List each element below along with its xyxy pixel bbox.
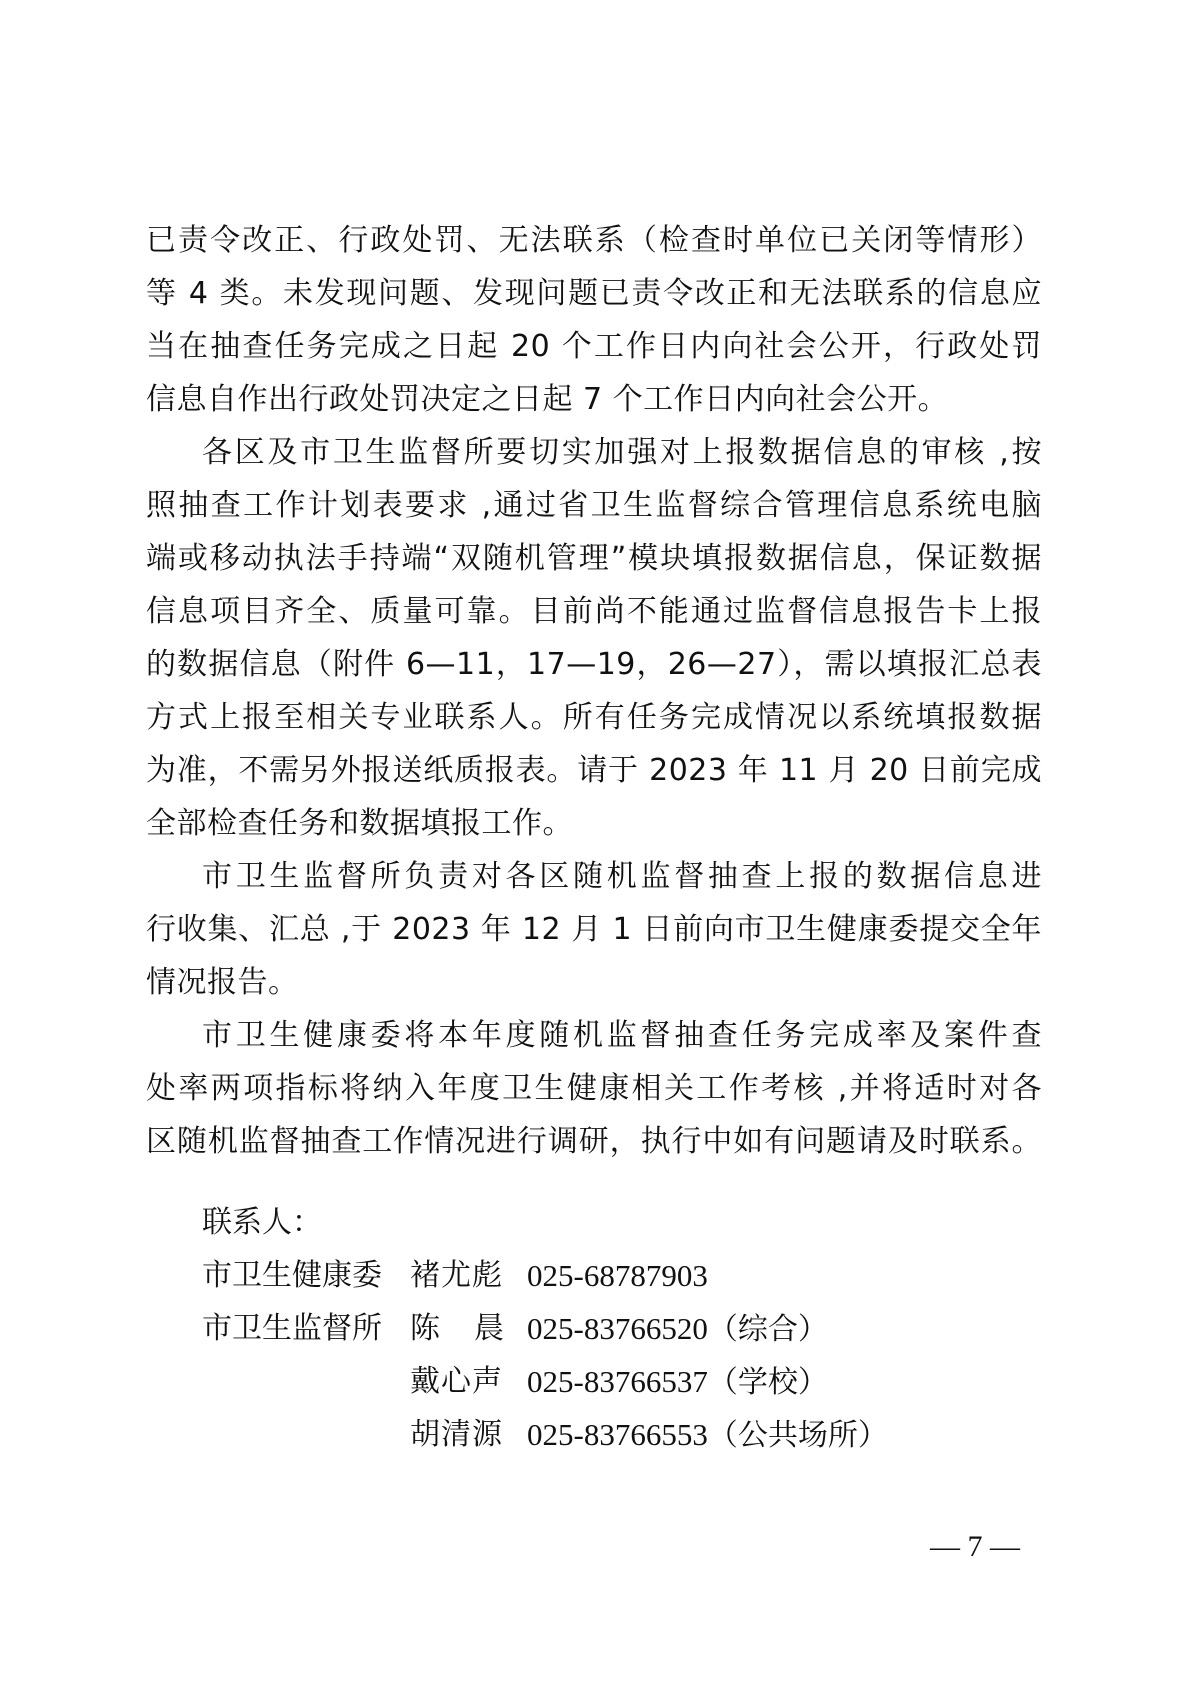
contact-phone: [527, 1302, 828, 1356]
text-line: 市卫生健康委将本年度随机监督抽查任务完成率及案件查: [202, 1018, 1042, 1053]
phone-number: 025-83766537: [527, 1364, 708, 1399]
text-line: 端或移动执法手持端“双随机管理”模块填报数据信息，保证数据: [146, 541, 1042, 576]
contact-name: 戴心声: [410, 1364, 503, 1399]
text-line: 信息项目齐全、质量可靠。目前尚不能通过监督信息报告卡上报: [146, 594, 1042, 629]
text-line: 照抽查工作计划表要求 ,通过省卫生监督综合管理信息系统电脑: [146, 488, 1042, 523]
text-line: 市卫生监督所负责对各区随机监督抽查上报的数据信息进: [202, 859, 1042, 894]
text-line: 方式上报至相关专业联系人。所有任务完成情况以系统填报数据: [146, 700, 1042, 735]
contact-note: （综合）: [707, 1312, 828, 1347]
text-line: 区随机监督抽查工作情况进行调研，执行中如有问题请及时联系。: [146, 1124, 1042, 1159]
text-line: 行收集、汇总 ,于 2023 年 12 月 1 日前向市卫生健康委提交全年: [146, 912, 1042, 947]
contact-org: 市卫生监督所: [202, 1311, 382, 1346]
contact-phone: [527, 1355, 828, 1409]
contact-row: [202, 1249, 708, 1302]
page-number: — 7 —: [930, 1530, 1020, 1563]
text-line: 的数据信息（附件 6—11，17—19，26—27），需以填报汇总表: [146, 647, 1042, 682]
text-line: 为准，不需另外报送纸质报表。请于 2023 年 11 月 20 日前完成: [146, 753, 1042, 788]
contact-phone: [527, 1249, 708, 1303]
contact-phone: [527, 1408, 888, 1462]
contacts-label: 联系人：: [202, 1205, 322, 1240]
contact-row: [202, 1355, 828, 1408]
contact-row: [202, 1408, 888, 1461]
text-line: 当在抽查任务完成之日起 20 个工作日内向社会公开，行政处罚: [146, 329, 1042, 364]
contact-note: （学校）: [707, 1365, 828, 1400]
contact-row: [202, 1302, 828, 1355]
text-line: 处率两项指标将纳入年度卫生健康相关工作考核 ,并将适时对各: [146, 1071, 1042, 1106]
phone-number: 025-83766553: [527, 1417, 708, 1452]
contact-name: 褚尤彪: [410, 1258, 503, 1293]
text-line: 等 4 类。未发现问题、发现问题已责令改正和无法联系的信息应: [146, 276, 1042, 311]
contact-note: （公共场所）: [707, 1418, 888, 1453]
text-line: 情况报告。: [146, 965, 299, 1000]
contacts-block: [202, 1196, 888, 1461]
text-line: 全部检查任务和数据填报工作。: [146, 806, 573, 841]
phone-number: 025-68787903: [527, 1258, 708, 1293]
contact-name: 陈晨: [410, 1311, 538, 1346]
text-line: 各区及市卫生监督所要切实加强对上报数据信息的审核 ,按: [202, 435, 1042, 470]
text-line: 已责令改正、行政处罚、无法联系（检查时单位已关闭等情形）: [146, 223, 1042, 258]
contact-org: 市卫生健康委: [202, 1258, 382, 1293]
body-text: [146, 214, 1042, 1168]
phone-number: 025-83766520: [527, 1311, 708, 1346]
contact-name: 胡清源: [410, 1417, 503, 1452]
text-line: 信息自作出行政处罚决定之日起 7 个工作日内向社会公开。: [146, 382, 949, 417]
